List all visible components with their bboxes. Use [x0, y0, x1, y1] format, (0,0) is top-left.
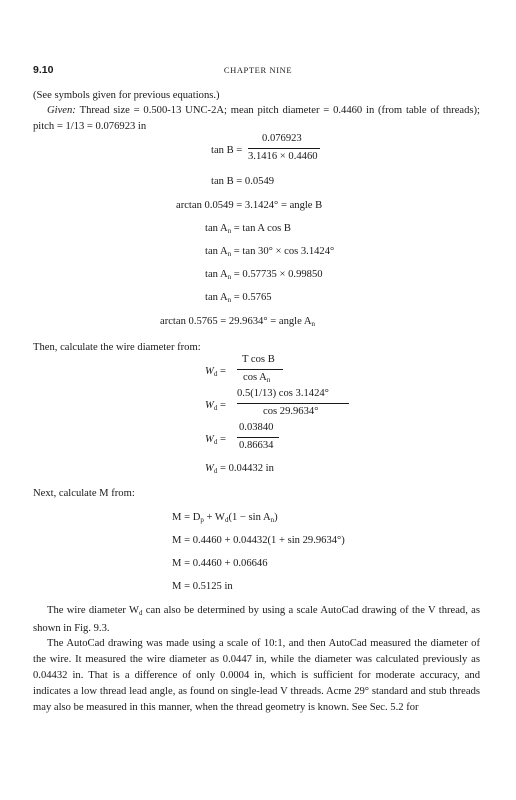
- arctanAn-equation: arctan 0.5765 = 29.9634° = angle $A_n$: [160, 316, 316, 328]
- wd-fraction-1: [237, 354, 283, 386]
- given-text: Thread size = 0.500-13 UNC-2A; mean pitch diameter = 0.4460 in (from table of threads); pitch = 1/13 = 0.076923 in: [33, 105, 480, 132]
- wire-intro: Then, calculate the wire diameter from:: [33, 342, 201, 353]
- wd-lhs-3: $W_d$ =: [205, 434, 226, 446]
- closing-paragraph-2: The AutoCad drawing was made using a scale of 10:1, and then AutoCad measured the diameter of the wire. It measured the wire diameter as 0.0447 in, while the diameter was calculated previously as 0.04432 in. That is a difference of only 0.0004 in, which is sufficient for moderate accuracy, and indicates a low thread lead angle, as found on single-lead V threads. Acme 29° standard and stub threads may also be measured in this manner, when the thread geometry is known. See Sec. 5.2 for: [33, 638, 480, 713]
- m-equation-4: M = 0.5125 in: [172, 581, 233, 592]
- wd-fraction-2: [237, 388, 349, 420]
- tanAn-equation-2: $\tan A_n = \tan 30^\circ \times \cos 3.1424^\circ$: [205, 246, 335, 258]
- wd-numerator-1: T cos B: [242, 354, 275, 365]
- tanAn-equation-1: $\tan A_n = \tan A$ cos B: [205, 223, 291, 235]
- m-equation-3: M = 0.4460 + 0.06646: [172, 558, 268, 569]
- chapter-title: CHAPTER NINE: [223, 65, 293, 75]
- tanAn-equation-3: $\tan A_n = 0.57735 \times 0.99850$: [205, 269, 323, 281]
- wd-result: $W_d = 0.04432$ in: [205, 463, 274, 475]
- wd-lhs-1: $W_d$ =: [205, 366, 226, 378]
- given-paragraph: [33, 103, 480, 135]
- see-symbols-note: (See symbols given for previous equations.): [33, 90, 220, 101]
- fraction-bar: [237, 403, 349, 404]
- wd-numerator-2: 0.5(1/13) cos 3.1424°: [237, 388, 329, 399]
- m-intro: Next, calculate M from:: [33, 488, 135, 499]
- tanB-value: tan B = 0.0549: [211, 176, 275, 187]
- wd-denominator-2: cos 29.9634°: [263, 406, 319, 417]
- m-equation-2: M = 0.4460 + 0.04432(1 + sin 29.9634°): [172, 535, 345, 546]
- fraction-bar: [237, 369, 283, 370]
- wd-numerator-3: 0.03840: [239, 422, 274, 433]
- m-equation-1: $M = D_p + W_d(1 - \sin A_n)$: [172, 512, 278, 524]
- given-label: Given:: [47, 105, 76, 116]
- tanB-denominator: 3.1416 × 0.4460: [248, 151, 318, 162]
- tanB-numerator: 0.076923: [262, 133, 302, 144]
- wd-denominator-1: $\cos A_n$: [243, 372, 271, 384]
- closing-paragraph-1: The wire diameter $W_d$ can also be determined by using a scale AutoCad drawing of the V thread, as shown in Fig. 9.3.: [33, 605, 480, 634]
- arctanB-equation: arctan 0.0549 = 3.1424° = angle B: [176, 200, 323, 211]
- wd-lhs-2: $W_d$ =: [205, 400, 226, 412]
- wd-fraction-3: [237, 422, 279, 454]
- tanB-fraction: [248, 133, 320, 165]
- fraction-bar: [237, 437, 279, 438]
- tanB-lhs: tan B =: [211, 145, 243, 156]
- wd-denominator-3: 0.86634: [239, 440, 274, 451]
- section-number: 9.10: [33, 64, 54, 76]
- tanAn-equation-4: $\tan A_n = 0.5765$: [205, 292, 272, 304]
- fraction-bar: [248, 148, 320, 149]
